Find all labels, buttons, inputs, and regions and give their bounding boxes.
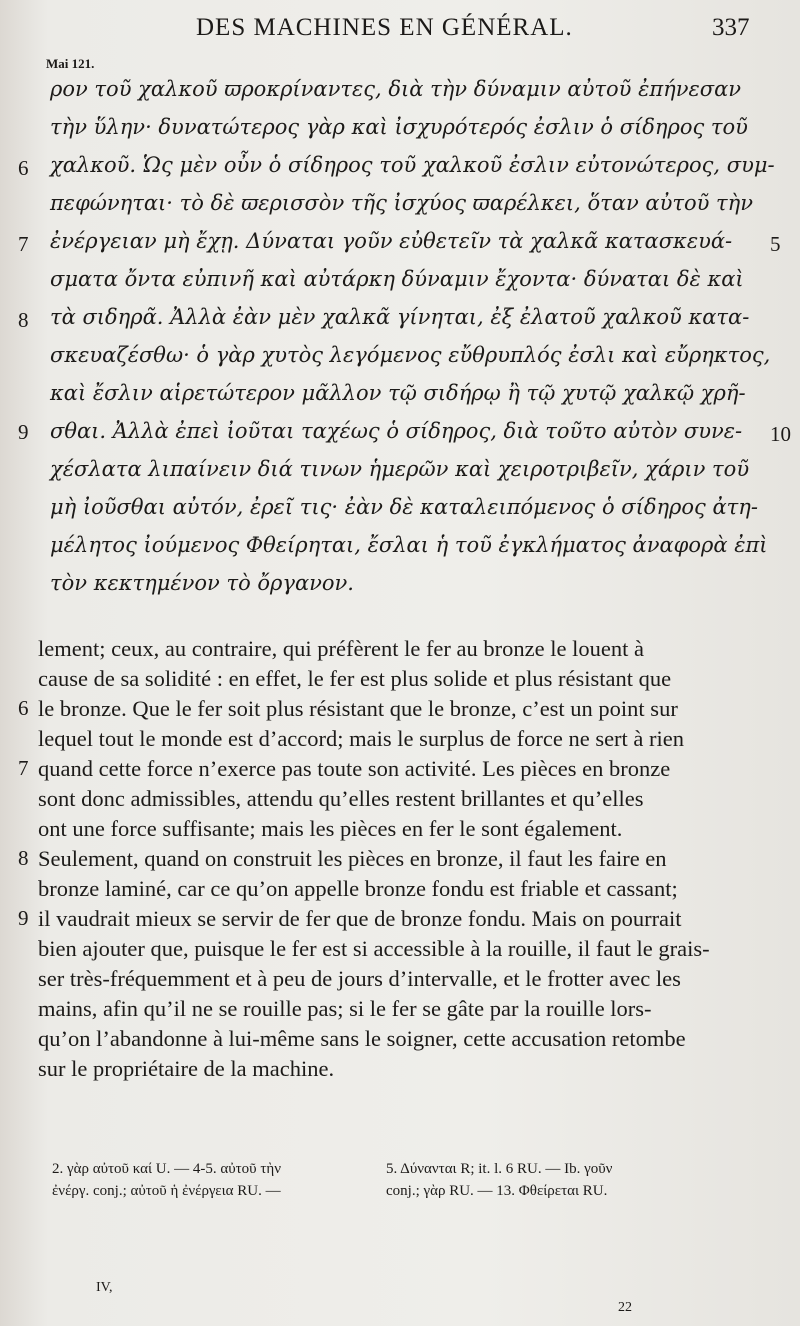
greek-line: καὶ ἔσλιν αἱρετώτερον μᾶλλον τῷ σιδήρῳ ἢ τῷ χυτῷ χαλκῷ χρῆ- <box>50 381 746 405</box>
french-line: le bronze. Que le fer soit plus résistant que le bronze, c’est un point sur <box>38 696 678 721</box>
french-line: bien ajouter que, puisque le fer est si accessible à la rouille, il faut le grais- <box>38 936 710 961</box>
french-line: ser très-fréquemment et à peu de jours d’intervalle, et le frotter avec les <box>38 966 681 991</box>
page-number: 337 <box>712 14 750 41</box>
greek-line: σκευαζέσθω· ὁ γὰρ χυτὸς λεγόμενος εὔθρυπλός ἐσλι καὶ εὔρηκτος, <box>50 343 771 367</box>
french-line-number: 7 <box>18 756 29 780</box>
footnote-right-line: conj.; γὰρ RU. — 13. Φθείρεται RU. <box>386 1183 608 1199</box>
french-line: mains, afin qu’il ne se rouille pas; si le fer se gâte par la rouille lors- <box>38 996 652 1021</box>
french-line: lement; ceux, au contraire, qui préfèrent le fer au bronze le louent à <box>38 636 644 661</box>
greek-line: τὸν κεκτημένον τὸ ὄργανον. <box>50 571 354 595</box>
greek-line: σθαι. Ἀλλὰ ἐπεὶ ἰοῦται ταχέως ὁ σίδηρος, διὰ τοῦτο αὐτὸν συνε- <box>50 419 743 443</box>
greek-line: πεφώνηται· τὸ δὲ ϖερισσὸν τῆς ἰσχύος ϖαρέλκει, ὅταν αὐτοῦ τὴν <box>50 191 754 215</box>
running-title: DES MACHINES EN GÉNÉRAL. <box>196 14 573 41</box>
french-line: ont une force suffisante; mais les pièces en fer le sont également. <box>38 816 623 841</box>
french-line: bronze laminé, car ce qu’on appelle bronze fondu est friable et cassant; <box>38 876 678 901</box>
greek-line: ἐνέργειαν μὴ ἔχῃ. Δύναται γοῦν εὐθετεῖν τὰ χαλκᾶ κατασκευά- <box>50 229 733 253</box>
marginal-date: Mai 121. <box>46 56 95 71</box>
greek-right-number: 10 <box>770 422 791 446</box>
french-line: cause de sa solidité : en effet, le fer est plus solide et plus résistant que <box>38 666 672 691</box>
french-line-number: 8 <box>18 846 29 870</box>
french-line: sont donc admissibles, attendu qu’elles restent brillantes et qu’elles <box>38 786 644 811</box>
french-line: il vaudrait mieux se servir de fer que de bronze fondu. Mais on pourrait <box>38 906 682 931</box>
french-line: qu’on l’abandonne à lui-même sans le soigner, cette accusation retombe <box>38 1026 686 1051</box>
greek-line: μέλητος ἰούμενος Φθείρηται, ἔσλαι ἡ τοῦ ἐγκλήματος ἀναφορὰ ἐπὶ <box>50 533 768 557</box>
greek-line: ρον τοῦ χαλκοῦ ϖροκρίναντες, διὰ τὴν δύναμιν αὐτοῦ ἐπήνεσαν <box>50 77 742 101</box>
greek-line-number: 6 <box>18 156 29 180</box>
french-line-number: 6 <box>18 696 29 720</box>
greek-line-number: 8 <box>18 308 29 332</box>
signature-mark: IV, <box>96 1280 113 1295</box>
footnote-left-line: ἐνέργ. conj.; αὐτοῦ ἡ ἐνέργεια RU. — <box>52 1183 281 1199</box>
greek-line: τὰ σιδηρᾶ. Ἀλλὰ ἐὰν μὲν χαλκᾶ γίνηται, ἐξ ἐλατοῦ χαλκοῦ κατα- <box>50 305 750 329</box>
french-line: lequel tout le monde est d’accord; mais le surplus de force ne sert à rien <box>38 726 685 751</box>
signature-number: 22 <box>618 1300 632 1315</box>
french-line-number: 9 <box>18 906 29 930</box>
greek-line: χέσλατα λιπαίνειν διά τινων ἡμερῶν καὶ χειροτριβεῖν, χάριν τοῦ <box>50 457 750 481</box>
french-line: quand cette force n’exerce pas toute son activité. Les pièces en bronze <box>38 756 671 781</box>
greek-line: χαλκοῦ. Ὡς μὲν οὖν ὁ σίδηρος τοῦ χαλκοῦ ἐσλιν εὐτονώτερος, συμ- <box>50 153 775 177</box>
greek-line: σματα ὄντα εὐπινῆ καὶ αὐτάρκη δύναμιν ἔχοντα· δύναται δὲ καὶ <box>50 267 744 291</box>
footnote-left-line: 2. γὰρ αὐτοῦ καί U. — 4-5. αὐτοῦ τὴν <box>52 1161 282 1177</box>
footnote-right-line: 5. Δύνανται R; it. l. 6 RU. — Ib. γοῦν <box>386 1161 613 1177</box>
french-line: sur le propriétaire de la machine. <box>38 1056 335 1081</box>
french-line: Seulement, quand on construit les pièces en bronze, il faut les faire en <box>38 846 667 871</box>
greek-line: τὴν ὕλην· δυνατώτερος γὰρ καὶ ἰσχυρότερός ἐσλιν ὁ σίδηρος τοῦ <box>50 115 748 139</box>
running-head <box>0 14 800 48</box>
greek-right-number: 5 <box>770 232 781 256</box>
greek-line-number: 7 <box>18 232 29 256</box>
greek-line-number: 9 <box>18 420 29 444</box>
greek-line: μὴ ἰοῦσθαι αὐτόν, ἐρεῖ τις· ἐὰν δὲ καταλειπόμενος ὁ σίδηρος ἀτη- <box>50 495 758 519</box>
